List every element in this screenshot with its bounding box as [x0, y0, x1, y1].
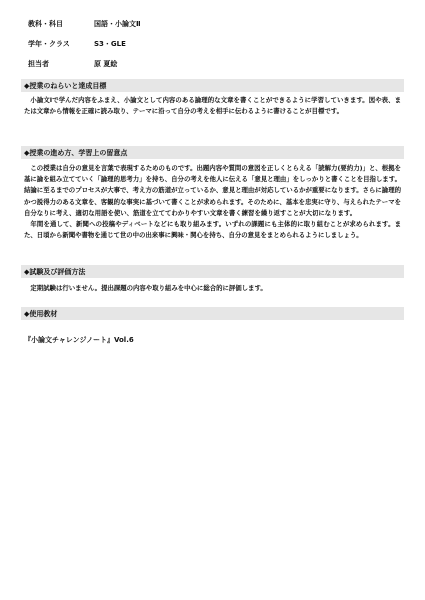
teacher-row — [28, 54, 398, 74]
textbook-title: 『小論文チャレンジノート』Vol.6 — [24, 336, 134, 344]
grade-row — [28, 34, 398, 54]
evaluation-paragraph: 定期試験は行いません。提出課題の内容や取り組みを中心に総合的に評価します。 — [30, 284, 267, 292]
method-heading: ◆授業の進め方、学習上の留意点 — [21, 146, 404, 159]
evaluation-body — [24, 283, 401, 294]
subject-value: 国語・小論文Ⅱ — [94, 20, 141, 28]
course-info — [28, 14, 398, 74]
grade-value: S3・GLE — [94, 40, 126, 48]
teacher-label: 担当者 — [28, 60, 49, 68]
method-body — [24, 163, 401, 241]
textbook-heading: ◆使用教材 — [21, 307, 404, 320]
method-paragraph-2: 年間を通して、新聞への投稿やディベートなどにも取り組みます。いずれの課題にも主体的に取り組むことが求められます。また、日頃から新聞や書物を通じて世の中の出来事に興味・関心を持ち、自分の意見をまとめられるようにしましょう。 — [24, 220, 401, 240]
subject-row — [28, 14, 398, 34]
subject-label: 教科・科目 — [28, 20, 63, 28]
method-paragraph-1: この授業は自分の意見を言葉で表現するためのものです。出題内容や質問の意図を正しくとらえる「読解力(要約力)」と、根拠を基に論を組み立てていく「論理的思考力」を持ち、自分の考えを他人に伝える「意見と理由」をしっかりと書くことを目指します。結論に至るまでのプロセスが大事で、考え方の筋道が立っているか、意見と理由が対応しているかが重要になります。さらに論理的かつ説得力のある文章を、客観的な事実に基づいて書くことが求められます。そのために、基本を忠実に守り、与えられたテーマを自分なりに考え、適切な用語を使い、筋道を立ててわかりやすい文章を書く練習を繰り返すことが大切になります。 — [24, 164, 401, 217]
goals-body — [24, 95, 401, 117]
grade-label: 学年・クラス — [28, 40, 70, 48]
goals-paragraph: 小論文Ⅰで学んだ内容をふまえ、小論文として内容のある論理的な文章を書くことができるように学習していきます。図や表、または文章から情報を正確に読み取り、テーマに沿って自分の考えを相手に伝わるように書けることが目標です。 — [24, 96, 401, 116]
goals-heading: ◆授業のねらいと達成目標 — [21, 79, 404, 92]
evaluation-heading: ◆試験及び評価方法 — [21, 265, 404, 278]
teacher-value: 原 夏絵 — [94, 60, 118, 68]
